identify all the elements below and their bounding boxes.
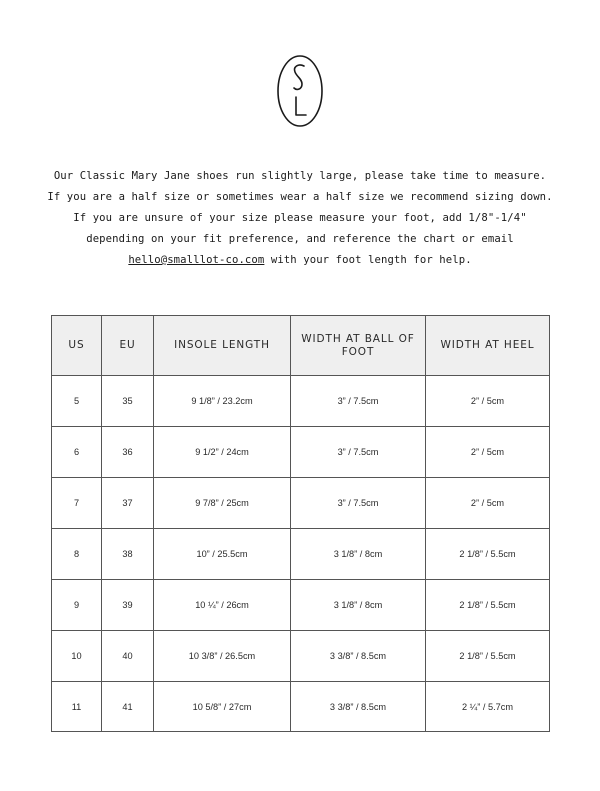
us-size-cell: 9 xyxy=(52,580,102,631)
width-heel-cell: 2 ¼” / 5.7cm xyxy=(426,682,550,732)
size-chart-table xyxy=(51,315,550,732)
column-header-us: US xyxy=(52,316,102,376)
width-ball-cell: 3 1/8” / 8cm xyxy=(291,529,426,580)
table-row xyxy=(52,580,550,631)
width-heel-cell: 2” / 5cm xyxy=(426,376,550,427)
width-ball-cell: 3” / 7.5cm xyxy=(291,478,426,529)
sizing-intro xyxy=(0,166,600,271)
eu-size-cell: 41 xyxy=(102,682,154,732)
intro-line-suffix: with your foot length for help. xyxy=(264,254,472,266)
intro-line xyxy=(0,250,600,271)
table-row xyxy=(52,427,550,478)
us-size-cell: 11 xyxy=(52,682,102,732)
intro-line: depending on your fit preference, and reference the chart or email xyxy=(86,233,514,245)
width-ball-cell: 3 3/8” / 8.5cm xyxy=(291,631,426,682)
insole-length-cell: 10 ¼” / 26cm xyxy=(154,580,291,631)
eu-size-cell: 38 xyxy=(102,529,154,580)
insole-length-cell: 9 1/2” / 24cm xyxy=(154,427,291,478)
width-ball-cell: 3” / 7.5cm xyxy=(291,427,426,478)
table-row xyxy=(52,529,550,580)
table-header-row xyxy=(52,316,550,376)
insole-length-cell: 9 1/8” / 23.2cm xyxy=(154,376,291,427)
brand-logo xyxy=(275,53,325,129)
us-size-cell: 8 xyxy=(52,529,102,580)
width-ball-cell: 3 1/8” / 8cm xyxy=(291,580,426,631)
eu-size-cell: 35 xyxy=(102,376,154,427)
table-row xyxy=(52,376,550,427)
us-size-cell: 10 xyxy=(52,631,102,682)
insole-length-cell: 9 7/8” / 25cm xyxy=(154,478,291,529)
width-heel-cell: 2 1/8” / 5.5cm xyxy=(426,580,550,631)
email-link[interactable]: hello@smalllot-co.com xyxy=(128,254,265,266)
table-row xyxy=(52,682,550,732)
column-header-eu: EU xyxy=(102,316,154,376)
insole-length-cell: 10 5/8” / 27cm xyxy=(154,682,291,732)
insole-length-cell: 10 3/8” / 26.5cm xyxy=(154,631,291,682)
us-size-cell: 7 xyxy=(52,478,102,529)
us-size-cell: 5 xyxy=(52,376,102,427)
width-heel-cell: 2 1/8” / 5.5cm xyxy=(426,631,550,682)
intro-line: If you are unsure of your size please measure your foot, add 1/8"-1/4" xyxy=(73,212,527,224)
intro-line: If you are a half size or sometimes wear a half size we recommend sizing down. xyxy=(47,191,553,203)
table-row xyxy=(52,631,550,682)
column-header-width-ball: WIDTH AT BALL OF FOOT xyxy=(291,316,426,376)
intro-line: Our Classic Mary Jane shoes run slightly large, please take time to measure. xyxy=(53,170,547,182)
width-heel-cell: 2 1/8” / 5.5cm xyxy=(426,529,550,580)
eu-size-cell: 36 xyxy=(102,427,154,478)
eu-size-cell: 40 xyxy=(102,631,154,682)
eu-size-cell: 39 xyxy=(102,580,154,631)
eu-size-cell: 37 xyxy=(102,478,154,529)
width-ball-cell: 3” / 7.5cm xyxy=(291,376,426,427)
table-row xyxy=(52,478,550,529)
width-heel-cell: 2” / 5cm xyxy=(426,478,550,529)
sl-monogram-icon xyxy=(275,53,325,129)
column-header-insole-length: INSOLE LENGTH xyxy=(154,316,291,376)
column-header-width-heel: WIDTH AT HEEL xyxy=(426,316,550,376)
us-size-cell: 6 xyxy=(52,427,102,478)
width-heel-cell: 2” / 5cm xyxy=(426,427,550,478)
insole-length-cell: 10” / 25.5cm xyxy=(154,529,291,580)
width-ball-cell: 3 3/8” / 8.5cm xyxy=(291,682,426,732)
